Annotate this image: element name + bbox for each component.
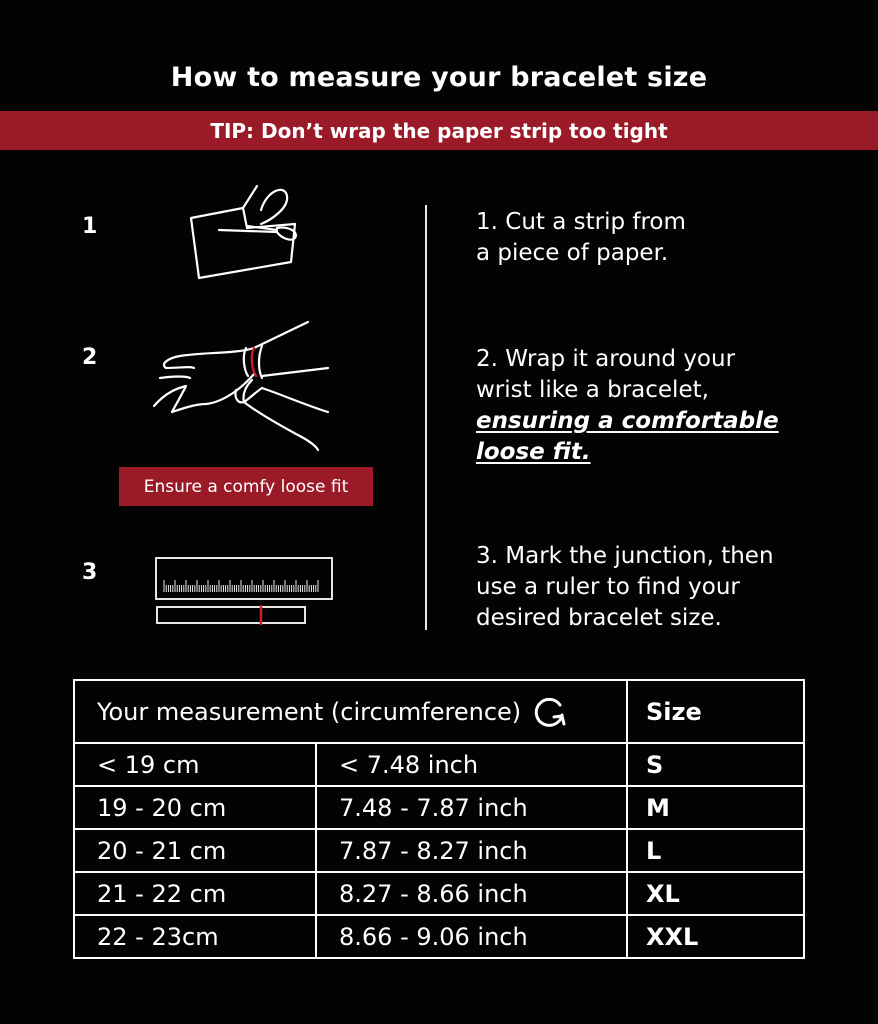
step-1-text (476, 207, 836, 269)
step-2-emphasis: ensuring a comfortable (476, 408, 779, 434)
measurement-header-label: Your measurement (circumference) (97, 697, 522, 726)
step-1-line: 1. Cut a strip from (476, 209, 686, 235)
size-table (73, 679, 805, 959)
rotate-clockwise-icon (533, 695, 567, 729)
inch-cell: 7.87 - 8.27 inch (316, 829, 627, 872)
size-cell: XXL (627, 915, 804, 958)
inch-cell: 7.48 - 7.87 inch (316, 786, 627, 829)
step-3-number: 3 (82, 560, 98, 585)
ruler-ticks (164, 580, 318, 592)
inch-cell: < 7.48 inch (316, 743, 627, 786)
cm-cell: 22 - 23cm (74, 915, 316, 958)
size-cell: XL (627, 872, 804, 915)
cm-cell: < 19 cm (74, 743, 316, 786)
table-header-row (74, 680, 804, 743)
step-3-line: 3. Mark the junction, then (476, 543, 774, 569)
ruler-icon (154, 556, 336, 626)
paper-scissors-icon (185, 180, 305, 285)
table-row (74, 743, 804, 786)
page-title: How to measure your bracelet size (170, 62, 708, 93)
step-2-number: 2 (82, 345, 98, 370)
step-2-emphasis: loose fit. (476, 439, 591, 465)
inch-cell: 8.27 - 8.66 inch (316, 872, 627, 915)
table-row (74, 786, 804, 829)
step-1-number: 1 (82, 214, 98, 239)
step-3-line: desired bracelet size. (476, 605, 722, 631)
wrist-wrap-icon (150, 318, 335, 453)
size-cell: L (627, 829, 804, 872)
size-cell: M (627, 786, 804, 829)
cm-cell: 21 - 22 cm (74, 872, 316, 915)
tip-text: TIP: Don’t wrap the paper strip too tight (210, 118, 668, 143)
table-row (74, 915, 804, 958)
table-row (74, 872, 804, 915)
inch-cell: 8.66 - 9.06 inch (316, 915, 627, 958)
step-3-line: use a ruler to find your (476, 574, 740, 600)
step-2-line: 2. Wrap it around your (476, 346, 736, 372)
cm-cell: 19 - 20 cm (74, 786, 316, 829)
fit-badge-label: Ensure a comfy loose fit (143, 476, 349, 497)
table-row (74, 829, 804, 872)
step-3-text (476, 541, 836, 634)
step-2-text (476, 344, 836, 468)
tip-banner (0, 111, 878, 150)
fit-badge (119, 467, 373, 506)
cm-cell: 20 - 21 cm (74, 829, 316, 872)
size-cell: S (627, 743, 804, 786)
step-1-line: a piece of paper. (476, 240, 669, 266)
step-2-line: wrist like a bracelet, (476, 377, 709, 403)
column-divider (425, 205, 427, 630)
measurement-header (74, 680, 627, 743)
size-header: Size (627, 680, 804, 743)
